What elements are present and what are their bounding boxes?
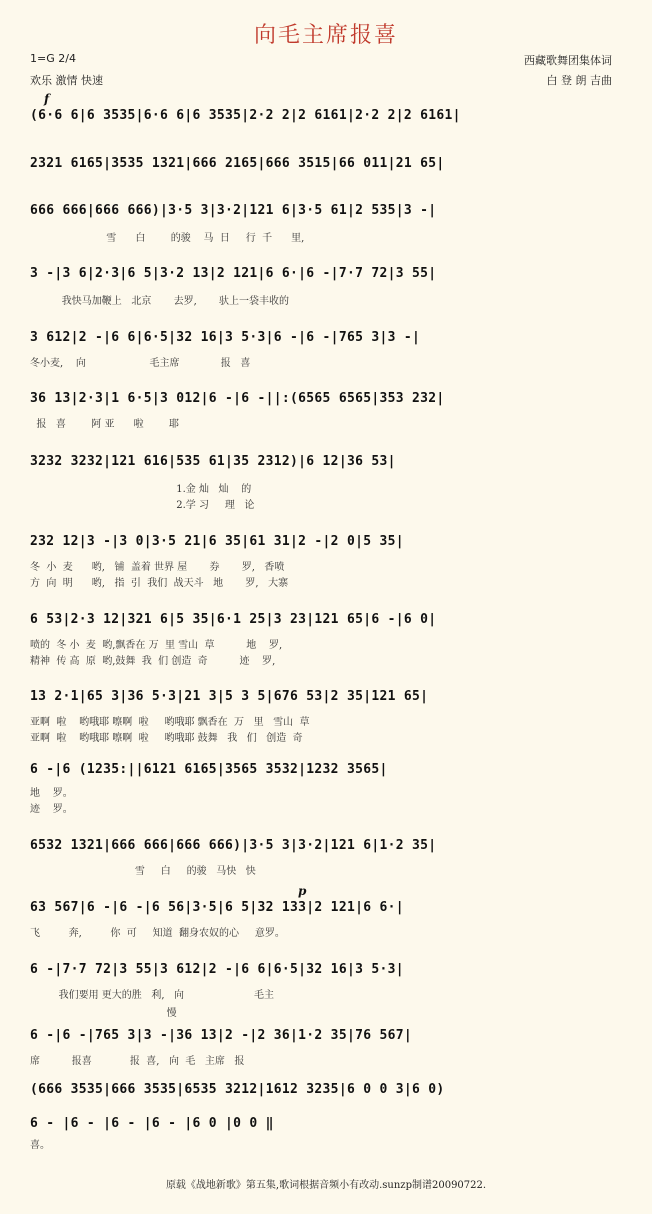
score-row [30,534,620,594]
score-row [30,838,620,888]
notation-line: 6 -|7·7 72|3 55|3 612|2 -|6 6|6·5|32 16|3 5·3| [30,962,404,977]
notation-line: 6 53|2·3 12|321 6|5 35|6·1 25|3 23|121 65|6 -|6 0| [30,612,437,627]
lyric-line: 喷的 冬 小 麦 哟,飘香在 万 里 雪山 草 地 罗, [30,640,283,651]
score-row [30,156,620,196]
lyric-line: 1.金 灿 灿 的 [30,484,252,495]
notation-line: 6 -|6 -|765 3|3 -|36 13|2 -|2 36|1·2 35|76 567| [30,1028,412,1043]
notation-line: 3 -|3 6|2·3|6 5|3·2 13|2 121|6 6·|6 -|7·7 72|3 55| [30,266,437,281]
tempo-change: 慢 [30,1008,177,1019]
score-row [30,1116,620,1156]
lyric-line: 喜。 [30,1140,50,1151]
notation-line: (666 3535|666 3535|6535 3212|1612 3235|6 0 0 3|6 0) [30,1082,445,1097]
notation-line: 232 12|3 -|3 0|3·5 21|6 35|61 31|2 -|2 0|5 35| [30,534,404,549]
notation-line: 2321 6165|3535 1321|666 2165|666 3515|66 011|21 65| [30,156,445,171]
lyric-line: 我快马加鞭上 北京 去罗, 驮上一袋丰收的 [30,296,290,307]
lyric-line: 雪 白 的骏 马 日 行 千 里, [30,233,305,244]
song-title: 向毛主席报喜 [253,23,398,48]
lyric-line: 席 报喜 报 喜, 向 毛 主席 报 [30,1056,245,1067]
lyric-line: 报 喜 阿 亚 啦 耶 [30,419,180,430]
score-row [30,900,620,950]
key-signature: 1=G 2/4 [30,52,76,65]
lyric-line: 地 罗。 [30,788,73,799]
lyric-line: 精神 传 高 原 哟,鼓舞 我 们 创造 奇 迹 罗, [30,656,276,667]
lyric-line: 飞 奔, 你 可 知道 翻身农奴的心 意罗。 [30,928,285,939]
forte-mark: f [44,92,50,106]
lyric-line: 冬小麦, 向 毛主席 报 喜 [30,358,251,369]
notation-line: 36 13|2·3|1 6·5|3 012|6 -|6 -||:(6565 6565|353 232| [30,391,445,406]
notation-line: 6 - |6 - |6 - |6 - |6 0 |0 0 ‖ [30,1116,274,1131]
score-row [30,266,620,316]
notation-line: 6 -|6 (1235:||6121 6165|3565 3532|1232 3565| [30,762,388,777]
score-row [30,762,620,822]
notation-line: 3232 3232|121 616|535 61|35 2312)|6 12|36 53| [30,454,396,469]
score-row [30,454,620,514]
lyric-line: 冬 小 麦 哟, 铺 盖着 世界 屋 券 罗, 香喷 [30,562,285,573]
composer-credit: 白 登 朗 吉曲 [546,74,612,87]
notation-line: 3 612|2 -|6 6|6·5|32 16|3 5·3|6 -|6 -|765 3|3 -| [30,330,421,345]
notation-line: 63 567|6 -|6 -|6 56|3·5|6 5|32 133|2 121|6 6·| [30,900,404,915]
lyric-line: 亚啊 啦 哟哦耶 嚓啊 啦 哟哦耶 鼓舞 我 们 创造 奇 [30,733,303,744]
tempo-marking: 欢乐 激情 快速 [30,74,103,87]
lyric-line: 2.学 习 理 论 [30,500,255,511]
score-row [30,203,620,253]
score-row [30,108,620,148]
notation-line: 6532 1321|666 666|666 666)|3·5 3|3·2|121 6|1·2 35| [30,838,437,853]
lyric-line: 亚啊 啦 哟哦耶 嚓啊 啦 哟哦耶 飘香在 万 里 雪山 草 [30,717,310,728]
lyric-line: 方 向 明 哟, 指 引 我们 战天斗 地 罗, 大寨 [30,578,289,589]
notation-line: (6·6 6|6 3535|6·6 6|6 3535|2·2 2|2 6161|2·2 2|2 6161| [30,108,461,123]
lyric-line: 迹 罗。 [30,804,73,815]
score-row [30,391,620,441]
lyric-line: 我们要用 更大的胜 利, 向 毛主 [30,990,274,1001]
lyricist-credit: 西藏歌舞团集体词 [524,54,612,67]
lyric-line: 雪 白 的骏 马快 快 [30,866,256,877]
score-row [30,612,620,672]
notation-line: 13 2·1|65 3|36 5·3|21 3|5 3 5|676 53|2 35|121 65| [30,689,429,704]
score-row [30,689,620,749]
score-row [30,1082,620,1110]
score-row [30,1004,620,1074]
notation-line: 666 666|666 666)|3·5 3|3·2|121 6|3·5 61|2 535|3 -| [30,203,437,218]
source-note: 原载《战地新歌》第五集,歌词根据音频小有改动.sunzp制谱20090722. [165,1180,487,1191]
score-row [30,330,620,380]
piano-mark: p [298,884,307,898]
